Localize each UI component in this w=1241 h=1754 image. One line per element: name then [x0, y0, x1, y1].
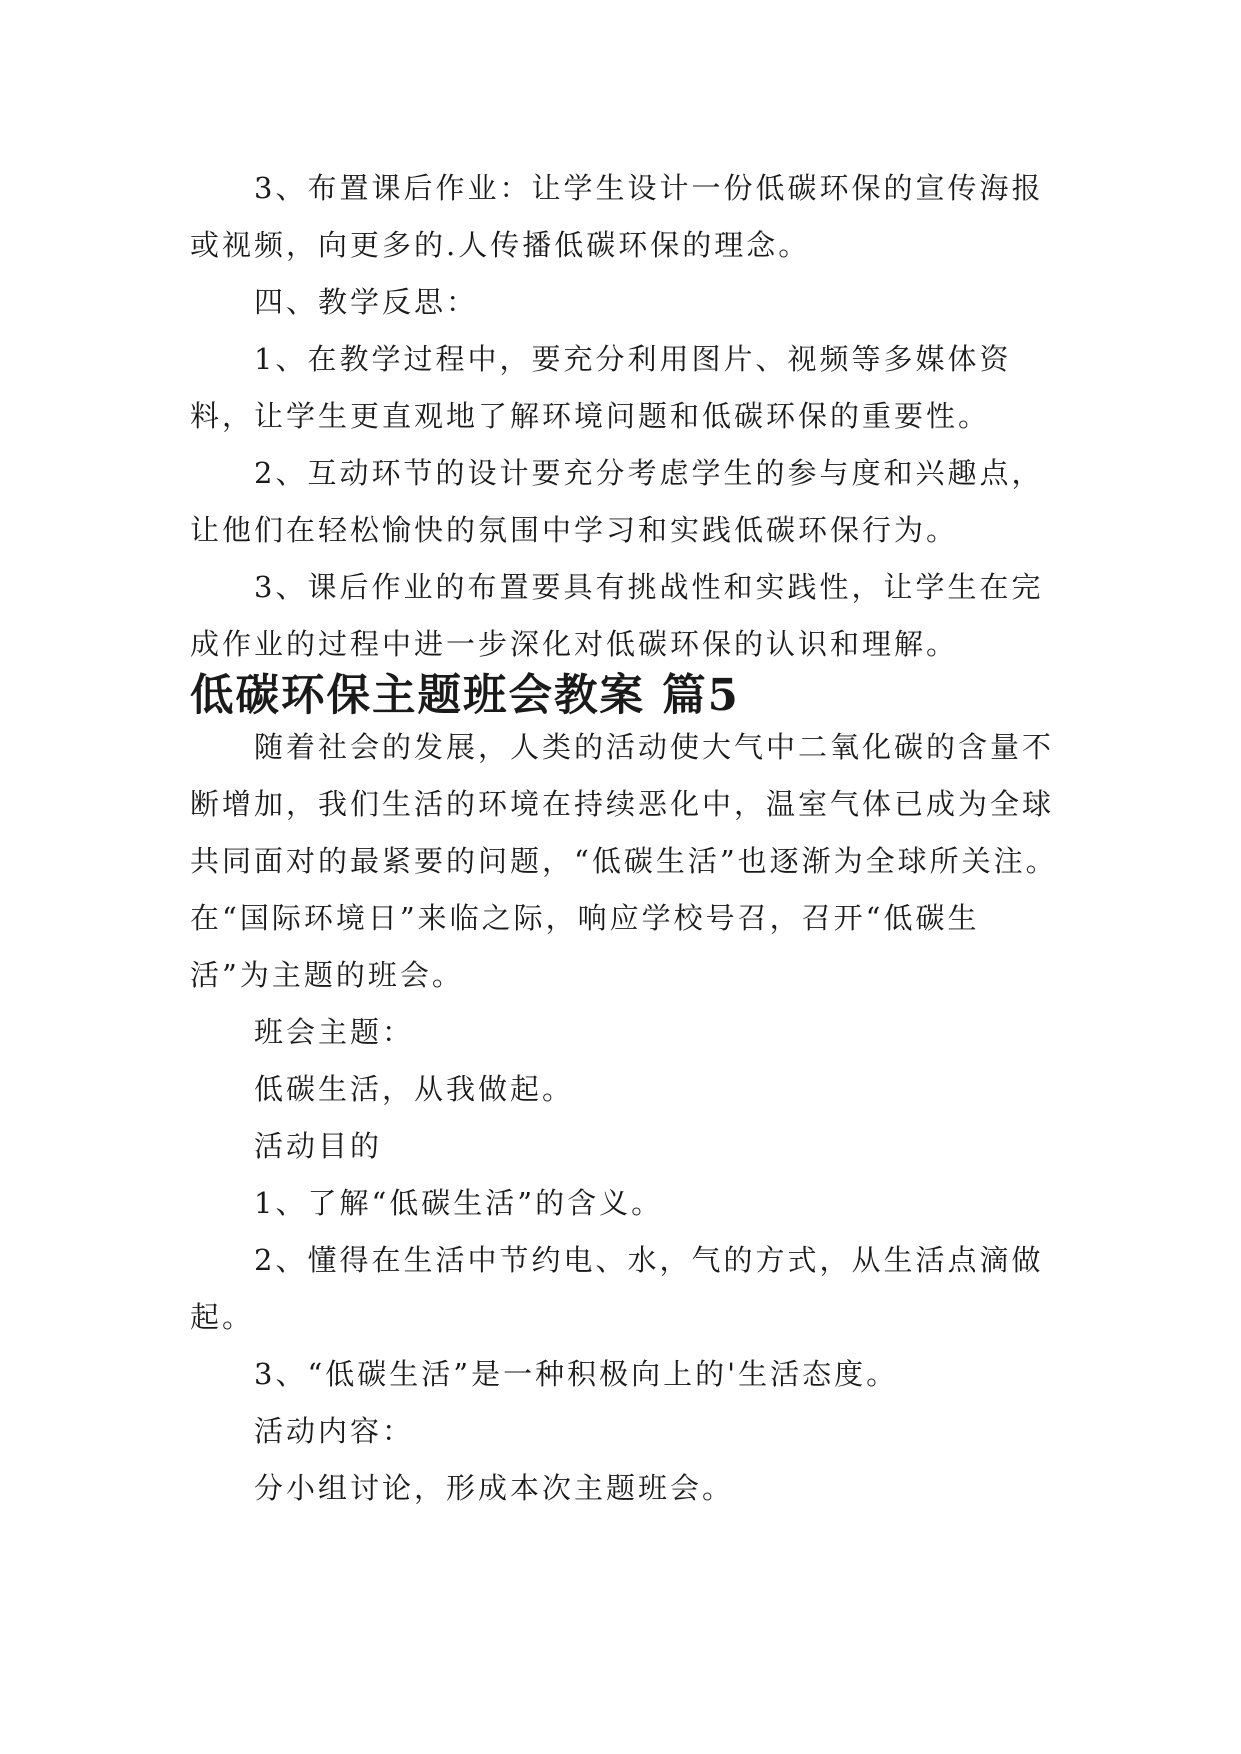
section-heading: 低碳环保主题班会教案 篇5	[190, 670, 740, 721]
paragraph-reflection-1: 1、在教学过程中，要充分利用图片、视频等多媒体资料，让学生更直观地了解环境问题和低碳环保的重要性。	[190, 342, 1012, 433]
paragraph-reflection-2: 2、互动环节的设计要充分考虑学生的参与度和兴趣点，让他们在轻松愉快的氛围中学习和实践低碳环保行为。	[190, 456, 1044, 547]
paragraph-reflection-3: 3、课后作业的布置要具有挑战性和实践性，让学生在完成作业的过程中进一步深化对低碳环保的认识和理解。	[190, 570, 1044, 661]
paragraph-theme: 低碳生活，从我做起。	[254, 1072, 575, 1106]
paragraph-goal-1: 1、了解“低碳生活”的含义。	[254, 1186, 664, 1220]
paragraph-goal-label: 活动目的	[254, 1129, 383, 1163]
paragraph-theme-label: 班会主题：	[254, 1015, 415, 1049]
paragraph-goal-2: 2、懂得在生活中节约电、水，气的方式，从生活点滴做起。	[190, 1243, 1044, 1334]
paragraph-teaching-reflection-heading: 四、教学反思：	[254, 285, 479, 319]
paragraph-homework-assignment: 3、布置课后作业：让学生设计一份低碳环保的宣传海报或视频，向更多的.人传播低碳环保的理念。	[190, 171, 1044, 262]
paragraph-content-label: 活动内容：	[254, 1414, 415, 1448]
document-body	[190, 160, 1060, 1517]
paragraph-intro: 随着社会的发展，人类的活动使大气中二氧化碳的含量不断增加，我们生活的环境在持续恶化中，温室气体已成为全球共同面对的最紧要的问题，“低碳生活”也逐渐为全球所关注。在“国际环境日”来临之际，响应学校号召，召开“低碳生活”为主题的班会。	[190, 730, 1058, 992]
paragraph-content: 分小组讨论，形成本次主题班会。	[254, 1471, 735, 1505]
paragraph-goal-3: 3、“低碳生活”是一种积极向上的'生活态度。	[254, 1357, 899, 1391]
